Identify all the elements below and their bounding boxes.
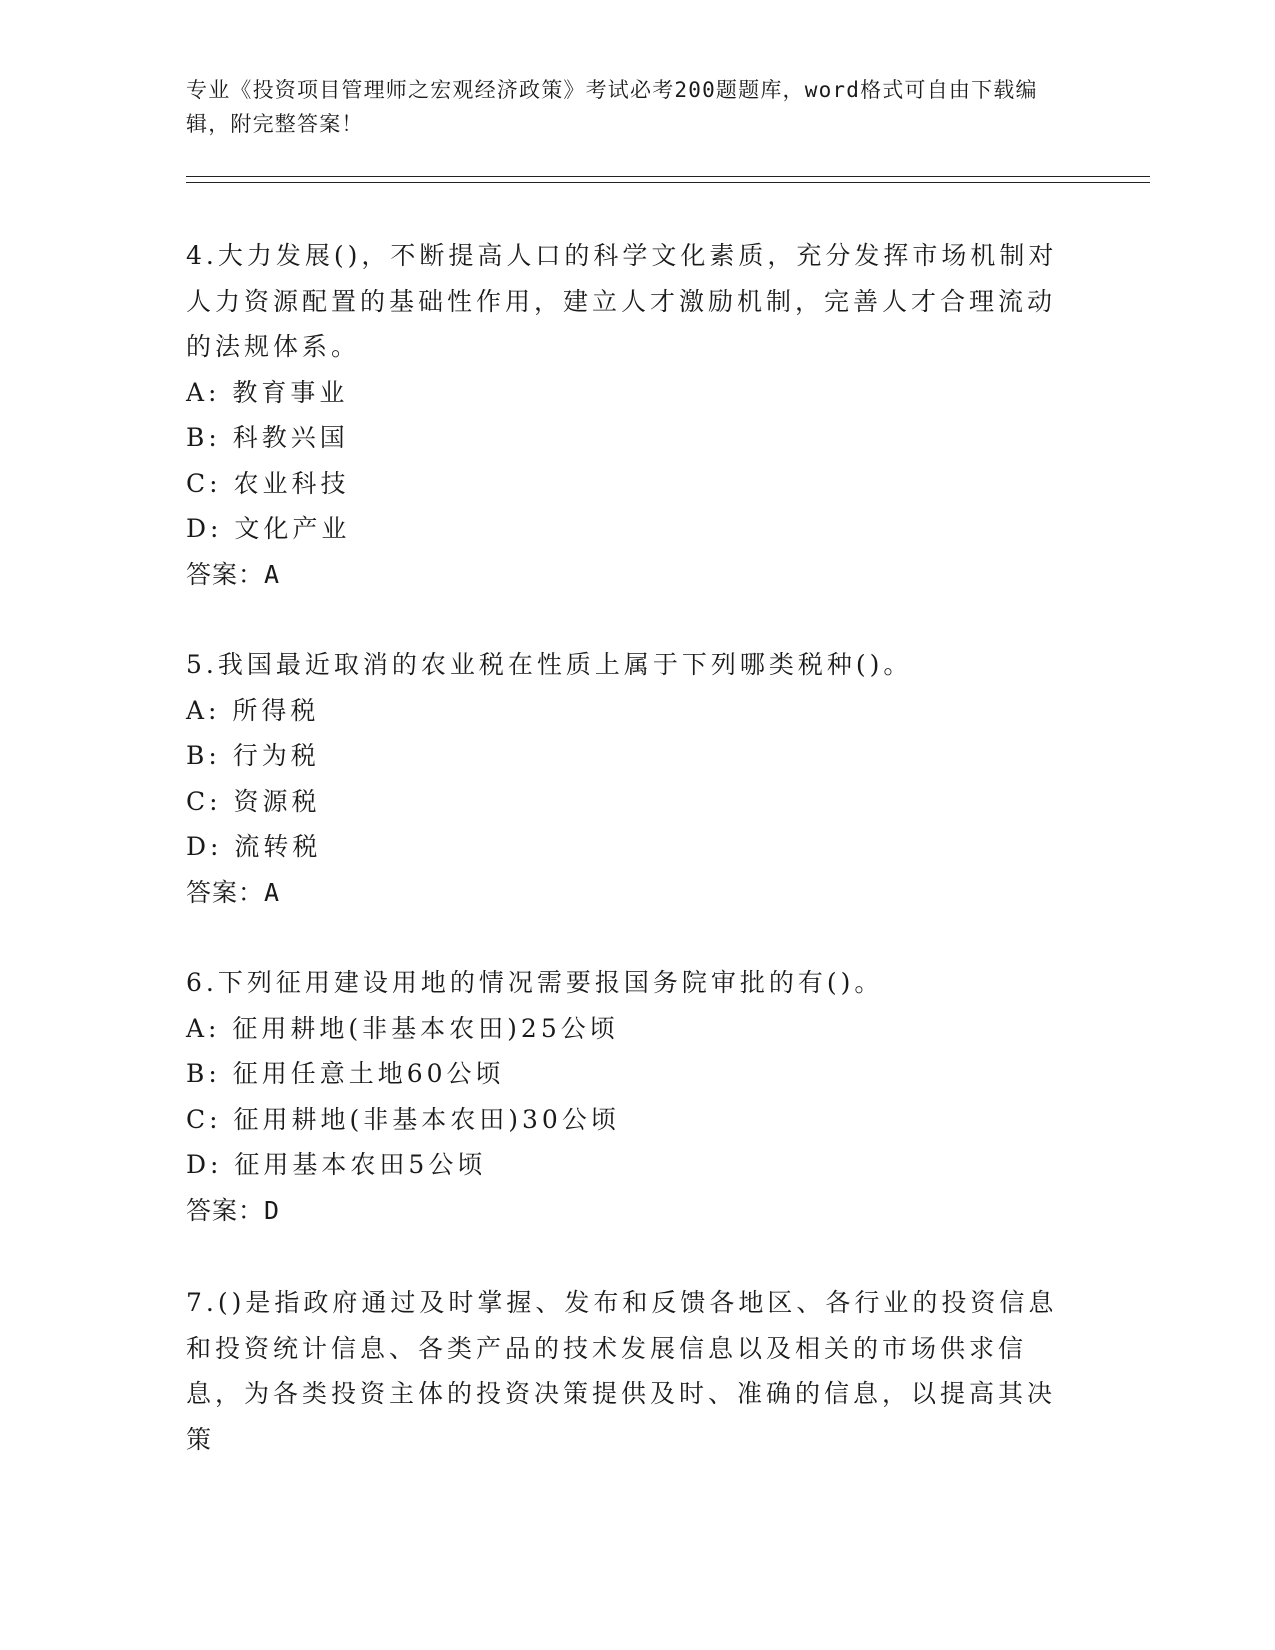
question-4 [186, 233, 1066, 597]
question-7 [186, 1280, 1066, 1462]
answer-line: 答案：A [186, 877, 281, 907]
answer-line: 答案：A [186, 559, 281, 589]
question-stem: 6.下列征用建设用地的情况需要报国务院审批的有()。 [186, 968, 884, 997]
question-stem: 5.我国最近取消的农业税在性质上属于下列哪类税种()。 [186, 650, 913, 679]
answer-line: 答案：D [186, 1195, 281, 1225]
header-divider-top [186, 176, 1150, 177]
option-a: A: 教育事业 [186, 377, 349, 407]
header-divider-bottom [186, 182, 1150, 183]
question-6 [186, 960, 1066, 1233]
option-a: A: 所得税 [186, 695, 320, 725]
question-stem: 4.大力发展()，不断提高人口的科学文化素质，充分发挥市场机制对人力资源配置的基础性作用，建立人才激励机制，完善人才合理流动的法规体系。 [186, 241, 1058, 361]
option-b: B: 行为税 [186, 741, 320, 770]
question-stem: 7.()是指政府通过及时掌握、发布和反馈各地区、各行业的投资信息和投资统计信息、各类产品的技术发展信息以及相关的市场供求信息，为各类投资主体的投资决策提供及时、准确的信息，以提高其决策 [186, 1288, 1058, 1454]
option-b: B: 科教兴国 [186, 423, 349, 452]
option-d: D: 文化产业 [186, 514, 351, 543]
option-c: C: 资源税 [186, 786, 321, 816]
option-c: C: 征用耕地(非基本农田)30公顷 [186, 1104, 620, 1134]
option-b: B: 征用任意土地60公顷 [186, 1059, 505, 1088]
document-header: 专业《投资项目管理师之宏观经济政策》考试必考200题题库，word格式可自由下载编辑，附完整答案！ [186, 78, 1038, 136]
option-c: C: 农业科技 [186, 468, 350, 498]
option-d: D: 征用基本农田5公顷 [186, 1150, 487, 1179]
option-a: A: 征用耕地(非基本农田)25公顷 [186, 1013, 619, 1043]
option-d: D: 流转税 [186, 832, 322, 861]
question-5 [186, 642, 1066, 915]
